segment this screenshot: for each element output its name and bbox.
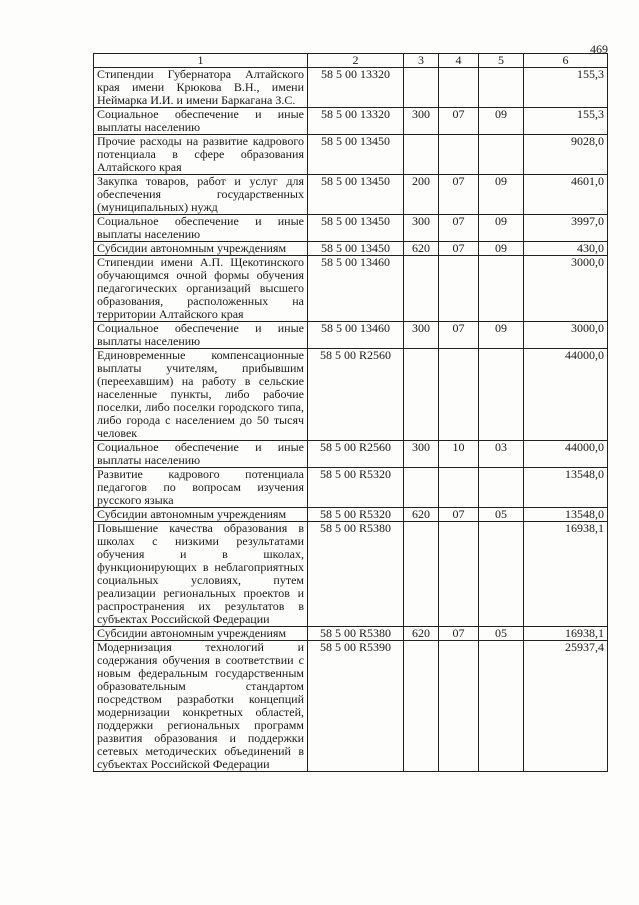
row-name: Социальное обеспечение и иные выплаты населению — [94, 322, 308, 349]
row-name: Субсидии автономным учреждениям — [94, 627, 308, 641]
table-row — [94, 522, 608, 627]
row-sum: 16938,1 — [524, 522, 608, 627]
row-pr: 05 — [479, 627, 524, 641]
row-name: Социальное обеспечение и иные выплаты населению — [94, 441, 308, 468]
row-name: Стипендии Губернатора Алтайского края имени Крюкова В.Н., имени Неймарка И.И. и имени Баркагана З.С. — [94, 68, 308, 108]
row-rz — [439, 135, 479, 175]
row-name: Субсидии автономным учреждениям — [94, 242, 308, 256]
row-name: Повышение качества образования в школах с низкими результатами обучения и в школах, функционирующих в неблагоприятных социальных условиях, путем реализации региональных проектов и распространения их результатов в субъектах Российской Федерации — [94, 522, 308, 627]
row-sum: 3000,0 — [524, 256, 608, 322]
budget-table — [93, 53, 608, 772]
row-sum: 13548,0 — [524, 468, 608, 508]
row-pr — [479, 135, 524, 175]
row-csr: 58 5 00 13460 — [308, 322, 404, 349]
table-row — [94, 256, 608, 322]
row-vr — [404, 135, 439, 175]
row-vr: 200 — [404, 175, 439, 215]
row-csr: 58 5 00 13320 — [308, 68, 404, 108]
row-pr — [479, 468, 524, 508]
row-name: Социальное обеспечение и иные выплаты населению — [94, 215, 308, 242]
row-csr: 58 5 00 R5380 — [308, 522, 404, 627]
table-row — [94, 322, 608, 349]
row-csr: 58 5 00 13450 — [308, 175, 404, 215]
row-rz — [439, 256, 479, 322]
row-rz: 07 — [439, 242, 479, 256]
row-csr: 58 5 00 13450 — [308, 242, 404, 256]
header-col-1: 1 — [94, 54, 308, 68]
table-row — [94, 108, 608, 135]
row-csr: 58 5 00 R5390 — [308, 641, 404, 772]
row-sum: 3997,0 — [524, 215, 608, 242]
row-csr: 58 5 00 13450 — [308, 135, 404, 175]
row-pr: 03 — [479, 441, 524, 468]
row-sum: 16938,1 — [524, 627, 608, 641]
row-sum: 430,0 — [524, 242, 608, 256]
row-pr — [479, 349, 524, 441]
row-vr — [404, 68, 439, 108]
table-row — [94, 175, 608, 215]
row-vr: 620 — [404, 627, 439, 641]
row-sum: 3000,0 — [524, 322, 608, 349]
row-name: Закупка товаров, работ и услуг для обеспечения государственных (муниципальных) нужд — [94, 175, 308, 215]
page-number: 469 — [590, 42, 608, 56]
row-csr: 58 5 00 R2560 — [308, 349, 404, 441]
row-sum: 44000,0 — [524, 441, 608, 468]
row-vr — [404, 522, 439, 627]
table-row — [94, 508, 608, 522]
table-row — [94, 641, 608, 772]
header-col-2: 2 — [308, 54, 404, 68]
row-sum: 4601,0 — [524, 175, 608, 215]
row-pr: 09 — [479, 322, 524, 349]
row-pr — [479, 522, 524, 627]
header-row — [94, 54, 608, 68]
row-vr: 300 — [404, 322, 439, 349]
row-name: Социальное обеспечение и иные выплаты населению — [94, 108, 308, 135]
row-rz: 10 — [439, 441, 479, 468]
row-rz: 07 — [439, 175, 479, 215]
row-csr: 58 5 00 13460 — [308, 256, 404, 322]
table-row — [94, 68, 608, 108]
row-pr: 09 — [479, 242, 524, 256]
row-name: Прочие расходы на развитие кадрового потенциала в сфере образования Алтайского края — [94, 135, 308, 175]
table-row — [94, 468, 608, 508]
row-sum: 155,3 — [524, 108, 608, 135]
header-col-6: 6 — [524, 54, 608, 68]
row-rz — [439, 349, 479, 441]
row-csr: 58 5 00 R2560 — [308, 441, 404, 468]
row-vr: 620 — [404, 508, 439, 522]
header-col-4: 4 — [439, 54, 479, 68]
row-pr: 05 — [479, 508, 524, 522]
table-row — [94, 242, 608, 256]
row-pr — [479, 68, 524, 108]
row-csr: 58 5 00 R5320 — [308, 468, 404, 508]
table-row — [94, 441, 608, 468]
row-rz — [439, 641, 479, 772]
row-csr: 58 5 00 13450 — [308, 215, 404, 242]
row-vr — [404, 256, 439, 322]
row-rz: 07 — [439, 108, 479, 135]
row-vr: 300 — [404, 441, 439, 468]
table-row — [94, 215, 608, 242]
header-col-3: 3 — [404, 54, 439, 68]
row-name: Стипендии имени А.П. Щекотинского обучающимся очной формы обучения педагогических организаций высшего образования, расположенных на территории Алтайского края — [94, 256, 308, 322]
header-col-5: 5 — [479, 54, 524, 68]
row-sum: 9028,0 — [524, 135, 608, 175]
row-pr — [479, 256, 524, 322]
row-rz: 07 — [439, 215, 479, 242]
row-vr — [404, 349, 439, 441]
row-vr — [404, 468, 439, 508]
table-row — [94, 135, 608, 175]
row-rz — [439, 522, 479, 627]
row-name: Субсидии автономным учреждениям — [94, 508, 308, 522]
row-pr: 09 — [479, 175, 524, 215]
row-vr: 300 — [404, 215, 439, 242]
row-pr — [479, 641, 524, 772]
row-rz: 07 — [439, 508, 479, 522]
row-name: Развитие кадрового потенциала педагогов по вопросам изучения русского языка — [94, 468, 308, 508]
row-rz — [439, 68, 479, 108]
row-vr: 620 — [404, 242, 439, 256]
row-pr: 09 — [479, 215, 524, 242]
row-rz: 07 — [439, 627, 479, 641]
row-rz — [439, 468, 479, 508]
row-vr: 300 — [404, 108, 439, 135]
row-csr: 58 5 00 R5380 — [308, 627, 404, 641]
row-sum: 25937,4 — [524, 641, 608, 772]
row-sum: 155,3 — [524, 68, 608, 108]
row-pr: 09 — [479, 108, 524, 135]
row-sum: 44000,0 — [524, 349, 608, 441]
table-row — [94, 627, 608, 641]
row-sum: 13548,0 — [524, 508, 608, 522]
table-row — [94, 349, 608, 441]
row-vr — [404, 641, 439, 772]
row-name: Модернизация технологий и содержания обучения в соответствии с новым федеральным государственным образовательным стандартом посредством разработки концепций модернизации конкретных областей, поддержки региональных программ развития образования и поддержки сетевых методических объединений в субъектах Российской Федерации — [94, 641, 308, 772]
row-name: Единовременные компенсационные выплаты учителям, прибывшим (переехавшим) на работу в сельские населенные пункты, либо рабочие поселки, либо поселки городского типа, либо города с населением до 50 тысяч человек — [94, 349, 308, 441]
row-csr: 58 5 00 R5320 — [308, 508, 404, 522]
row-rz: 07 — [439, 322, 479, 349]
row-csr: 58 5 00 13320 — [308, 108, 404, 135]
